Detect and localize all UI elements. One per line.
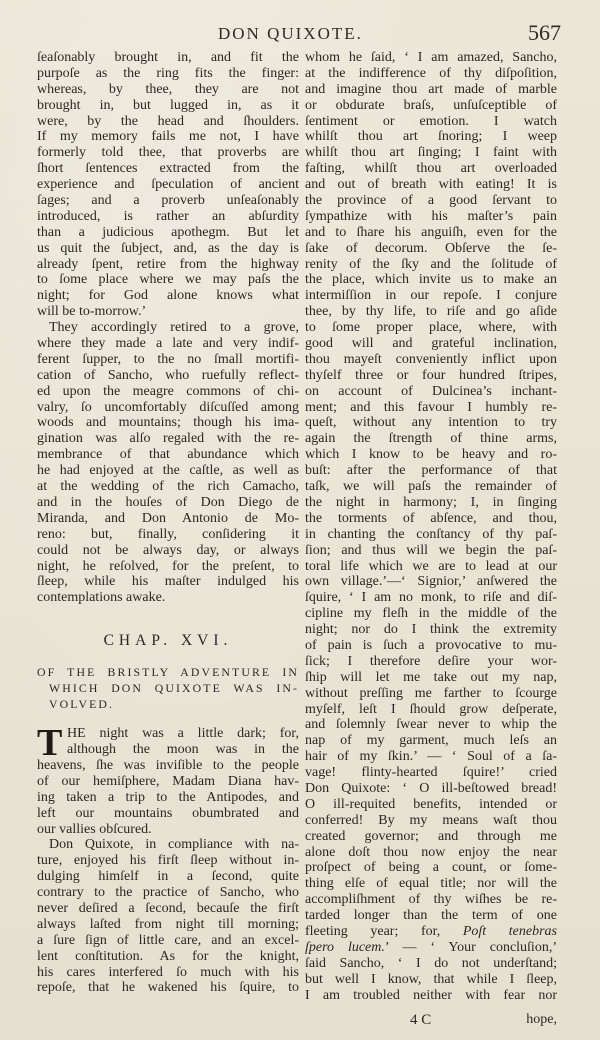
- text-line: ‘ ſentiment or emotion. I watch: [305, 114, 557, 130]
- text-line: ‘ vage! flinty-hearted ſquire!’ cried: [305, 765, 557, 781]
- text-line: cation of Sancho, who ruefully reflect-: [37, 367, 299, 383]
- text-line: membrance of that abundance which: [37, 447, 299, 463]
- running-title: DON QUIXOTE.: [218, 24, 363, 43]
- text-line: ‘ were, by the head and ſhoulders.: [37, 114, 299, 130]
- text-line: ‘ ment; and this favour I humbly re-: [305, 400, 557, 416]
- chapter-title: CHAP. XVI.: [103, 632, 233, 650]
- text-line: ‘ intermiſſion in our repoſe. I conjure: [305, 288, 557, 304]
- text-line: ‘ thou mayeſt conveniently inflict upon: [305, 352, 557, 368]
- text-line: ‘ faſting, whilſt thou art overloaded: [305, 161, 557, 177]
- line-text: fleeting year; for,: [305, 923, 463, 939]
- text-line: Don Quixote, in compliance with na-: [49, 837, 299, 853]
- text-line: ‘ good will and grateful inclination,: [305, 336, 557, 352]
- text-line: ‘ ſick; I therefore deſire your wor-: [305, 654, 557, 670]
- text-line: ‘ hair of my ſkin.’ — ‘ Soul of a ſa-: [305, 749, 557, 765]
- text-line: WHICH DON QUIXOTE WAS IN-: [49, 681, 299, 696]
- text-line: ‘ to ſome place where we may paſs the: [37, 272, 299, 288]
- text-line: ed upon the meagre commons of chi-: [37, 383, 299, 399]
- text-line: ‘ and ſolemnly ſwear never to whip the: [305, 717, 557, 733]
- paragraph-sleep: [37, 837, 299, 996]
- text-line: ‘ brought in, but lugged in, as it: [37, 98, 299, 114]
- text-line: ‘ and to ſhare his anguiſh, even for the: [305, 225, 557, 241]
- text-line: a ſure ſign of little care, and an excel-: [37, 932, 299, 948]
- text-line: ‘ nap of my garment, much leſs an: [305, 733, 557, 749]
- text-line: ‘ without preſſing me farther to ſcourge: [305, 686, 557, 702]
- text-line: ‘ cipline my fleſh in the middle of the: [305, 606, 557, 622]
- text-line: ‘ ſion; and thus will we begin the paſ-: [305, 543, 557, 559]
- text-line: left our mountains obumbrated and: [37, 805, 299, 821]
- text-line: ſquire, ‘ I am no monk, to riſe and diſ-: [305, 590, 557, 606]
- text-line: ing taken a trip to the Antipodes, and: [37, 789, 299, 805]
- text-line: ‘ renity of the ſky and the ſolitude of: [305, 257, 557, 273]
- text-line: ‘ the place, which invite us to make an: [305, 272, 557, 288]
- chapter-subtitle: [37, 664, 299, 712]
- text-line: contrary to the practice of Sancho, who: [37, 885, 299, 901]
- text-line: ‘ night; nor do I think the extremity: [305, 622, 557, 638]
- text-line: ‘ of pain is ſuch a provocative to mu-: [305, 638, 557, 654]
- text-line: could not be always day, or always: [37, 542, 299, 558]
- text-line: ‘ created governor; and through me: [305, 829, 557, 845]
- latin-phrase: Poſt tenebras: [462, 923, 557, 939]
- text-line: They accordingly retired to a grove,: [49, 320, 299, 336]
- text-line: ‘ on account of Dulcinea’s inchant-: [305, 384, 557, 400]
- text-line: ‘ which I know to be heavy and ro-: [305, 447, 557, 463]
- text-line: ‘ already ſpent, retire from the highway: [37, 257, 299, 273]
- text-line: woods and mountains; though his ima-: [37, 415, 299, 431]
- latin-phrase: ſpero lucem.: [305, 939, 385, 955]
- page-footer: [305, 1010, 557, 1030]
- text-line: ‘ than a judicious apothegm. But let: [37, 225, 299, 241]
- text-line: ‘ formerly told thee, that proverbs are: [37, 145, 299, 161]
- text-line: ‘ and imagine thou art made of marble: [305, 82, 557, 98]
- text-line: ‘ conferred! By my means waſt thou: [305, 813, 557, 829]
- text-line: ‘ ſhort ſentences extracted from the: [37, 161, 299, 177]
- text-line: ‘ ſages; and a proverb unſeaſonably: [37, 193, 299, 209]
- text-line: and in the houſes of Don Diego de: [37, 494, 299, 510]
- text-line: ‘ in chanting the conſtancy of thy paſ-: [305, 527, 557, 543]
- text-line: at the wedding of the rich Camacho,: [37, 479, 299, 495]
- text-line: ‘ ſake of decorum. Obſerve the ſe-: [305, 241, 557, 257]
- text-line: Don Quixote: ‘ O ill-beſtowed bread!: [305, 780, 557, 796]
- text-line: he had enjoyed at the caſtle, as well as: [37, 463, 299, 479]
- text-line: Miranda, and Don Antonio de Mo-: [37, 510, 299, 526]
- left-column: [37, 50, 299, 996]
- text-line: ‘ night; for God alone knows what: [37, 288, 299, 304]
- right-column: [305, 50, 557, 1003]
- text-line: lent conſtitution. As for the knight,: [37, 948, 299, 964]
- text-line: ‘ whereas, by thee, they are not: [37, 82, 299, 98]
- text-line: ‘ the torments of abſence, and thou,: [305, 511, 557, 527]
- catchword: hope,: [526, 1012, 557, 1027]
- text-line: ‘ the night in harmony; I, in ſinging: [305, 495, 557, 511]
- text-line: ſaid Sancho, ‘ I do not underſtand;: [305, 955, 557, 971]
- text-line: ‘ O ill-requited benefits, intended or: [305, 797, 557, 813]
- text-line: ‘ thee, by thy life, to riſe and go aſide: [305, 304, 557, 320]
- drop-cap: T: [37, 722, 63, 765]
- text-line: his cares interfered ſo much with his: [37, 964, 299, 980]
- text-line: ‘ or obdurate braſs, unſuſceptible of: [305, 98, 557, 114]
- text-line: ‘ I am troubled neither with fear nor: [305, 988, 557, 1004]
- text-line: valry, ſo uncomfortably diſcuſſed among: [37, 399, 299, 415]
- text-line: ‘ queſt, without any intention to try: [305, 415, 557, 431]
- text-line: ‘ buſt: after the performance of that: [305, 463, 557, 479]
- text-line: our vallies obſcured.: [37, 821, 152, 837]
- text-line: whom he ſaid, ‘ I am amazed, Sancho,: [305, 50, 557, 65]
- text-line: ‘ toral life which we are to lead at our: [305, 559, 557, 575]
- text-line: always laſted from night till morning;: [37, 916, 299, 932]
- text-line: ‘ introduced, is rather an abſurdity: [37, 209, 299, 225]
- text-line: ‘ proſpect of being a count, or ſome-: [305, 860, 557, 876]
- text-line: ſleep, while his maſter indulged his: [37, 574, 299, 590]
- text-line: ‘ purpoſe as the ring fits the finger:: [37, 66, 299, 82]
- text-line: ‘ at the indifference of thy diſpoſition,: [305, 66, 557, 82]
- chapter-opening: [37, 722, 299, 837]
- text-line: ‘ myſelf, leſt I ſhould grow deſperate,: [305, 702, 557, 718]
- text-line: ‘ tarded longer than the term of one: [305, 908, 557, 924]
- text-line: ‘ again the ſtrength of thine arms,: [305, 431, 557, 447]
- text-line: ‘ ſhip will let me take out my nap,: [305, 670, 557, 686]
- text-line: VOLVED.: [49, 697, 115, 712]
- text-line: night, he reſolved, for the preſent, to: [37, 558, 299, 574]
- text-line: gination was alſo regaled with the re-: [37, 431, 299, 447]
- text-line: ‘ the province of a good ſervant to: [305, 193, 557, 209]
- running-head: [0, 20, 600, 46]
- text-line: [305, 924, 557, 940]
- text-line: ‘ thyſelf three or four hundred ſtripes,: [305, 368, 557, 384]
- text-line: OF THE BRISTLY ADVENTURE IN: [37, 665, 299, 680]
- text-line: ture, enjoyed his firſt ſleep without in-: [37, 853, 299, 869]
- text-line: ‘ thing elſe of equal title; nor will the: [305, 876, 557, 892]
- text-line: ‘ whilſt thou art ſinging; I faint with: [305, 145, 557, 161]
- text-line: heavens, ſhe was inviſible to the people: [37, 757, 299, 773]
- signature-mark: 4 C: [410, 1012, 432, 1028]
- text-line: [305, 940, 557, 956]
- text-line: contemplations awake.: [37, 590, 166, 606]
- text-line: ‘ us quit the ſubject, and, as the day is: [37, 241, 299, 257]
- text-line: ‘ will be to-morrow.’: [37, 304, 299, 320]
- text-line: ‘ own village.’—‘ Signior,’ anſwered the: [305, 574, 557, 590]
- text-line: ‘ but well I know, that while I ſleep,: [305, 972, 557, 988]
- text-line: ‘ alone doſt thou now enjoy the near: [305, 845, 557, 861]
- text-line: reno: but, finally, conſidering it: [37, 526, 299, 542]
- text-line: although the moon was in the: [67, 742, 299, 758]
- page-number: 567: [528, 20, 561, 45]
- text-line: ‘ whilſt thou art ſnoring; I weep: [305, 129, 557, 145]
- text-line: ‘ taſk, we will paſs the remainder of: [305, 479, 557, 495]
- text-line: ‘ accompliſhment of thy wiſhes be re-: [305, 892, 557, 908]
- text-line: ‘ ſympathize with his maſter’s pain: [305, 209, 557, 225]
- text-line: ‘ to ſome proper place, where, with: [305, 320, 557, 336]
- line-text: ’ — ‘ Your concluſion,’: [384, 939, 557, 955]
- text-line: ‘ experience and ſpeculation of ancient: [37, 177, 299, 193]
- text-line: ‘ and out of breath with eating! It is: [305, 177, 557, 193]
- text-line: where they made a late and very indif-: [37, 336, 299, 352]
- paragraph-grove: [37, 320, 299, 606]
- text-line: of our hemiſphere, Madam Diana hav-: [37, 773, 299, 789]
- text-line: ferent ſupper, to the no ſmall mortifi-: [37, 351, 299, 367]
- text-line: ‘ ſeaſonably brought in, and fit the: [37, 50, 299, 66]
- text-line: repoſe, that he wakened his ſquire, to: [37, 980, 299, 996]
- quoted-passage: [37, 50, 299, 320]
- text-line: never deſired a ſecond, becauſe the firſt: [37, 900, 299, 916]
- text-line: dulging himſelf in a ſecond, quite: [37, 869, 299, 885]
- paragraph-night: [37, 722, 299, 837]
- text-line: ‘ If my memory fails me not, I have: [37, 129, 299, 145]
- text-line: HE night was a little dark; for,: [67, 726, 299, 742]
